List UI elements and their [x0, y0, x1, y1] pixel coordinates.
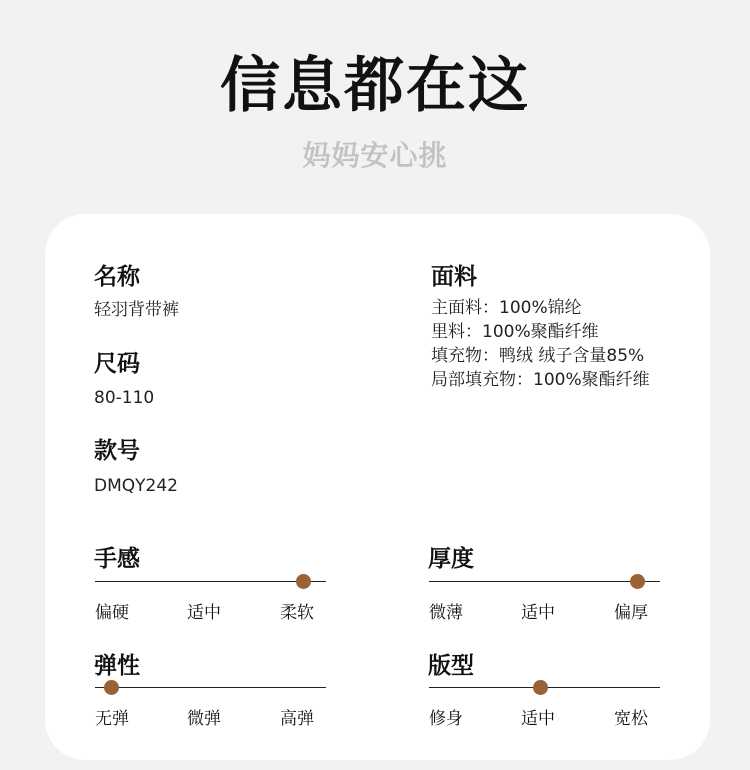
style-number-label: 款号 [94, 438, 140, 464]
feel-option-medium: 适中 [187, 603, 221, 623]
elasticity-option-none: 无弹 [95, 709, 129, 729]
name-label: 名称 [94, 264, 140, 290]
feel-label: 手感 [94, 546, 140, 572]
feel-scale [95, 574, 326, 634]
thickness-option-thin: 微薄 [429, 603, 463, 623]
elasticity-label: 弹性 [94, 653, 140, 679]
thickness-indicator [630, 574, 645, 589]
fit-option-loose: 宽松 [614, 709, 648, 729]
thickness-label: 厚度 [428, 546, 474, 572]
thickness-track [429, 581, 660, 582]
thickness-option-medium: 适中 [521, 603, 555, 623]
feel-option-hard: 偏硬 [95, 603, 129, 623]
name-value: 轻羽背带裤 [94, 300, 179, 320]
elasticity-track [95, 687, 326, 688]
fabric-line-partial-filling: 局部填充物：100%聚酯纤维 [431, 370, 650, 390]
fit-indicator [533, 680, 548, 695]
fabric-label: 面料 [431, 264, 477, 290]
feel-option-soft: 柔软 [280, 603, 314, 623]
fit-scale [429, 680, 660, 740]
thickness-scale [429, 574, 660, 634]
fabric-line-main: 主面料：100%锦纶 [431, 298, 582, 318]
fabric-line-lining: 里料：100%聚酯纤维 [431, 322, 599, 342]
elasticity-option-high: 高弹 [280, 709, 314, 729]
page-subtitle: 妈妈安心挑 [302, 139, 448, 172]
fit-option-regular: 适中 [521, 709, 555, 729]
elasticity-scale [95, 680, 326, 740]
fit-option-slim: 修身 [429, 709, 463, 729]
thickness-option-thick: 偏厚 [614, 603, 648, 623]
feel-track [95, 581, 326, 582]
info-card [45, 214, 710, 760]
elasticity-indicator [104, 680, 119, 695]
feel-indicator [296, 574, 311, 589]
size-label: 尺码 [94, 351, 140, 377]
page-title: 信息都在这 [220, 51, 530, 121]
size-value: 80-110 [94, 388, 155, 408]
fabric-line-filling: 填充物：鸭绒 绒子含量85% [431, 346, 645, 366]
elasticity-option-slight: 微弹 [187, 709, 221, 729]
fit-label: 版型 [428, 653, 474, 679]
fabric-details [431, 296, 650, 392]
style-number-value: DMQY242 [94, 476, 178, 496]
